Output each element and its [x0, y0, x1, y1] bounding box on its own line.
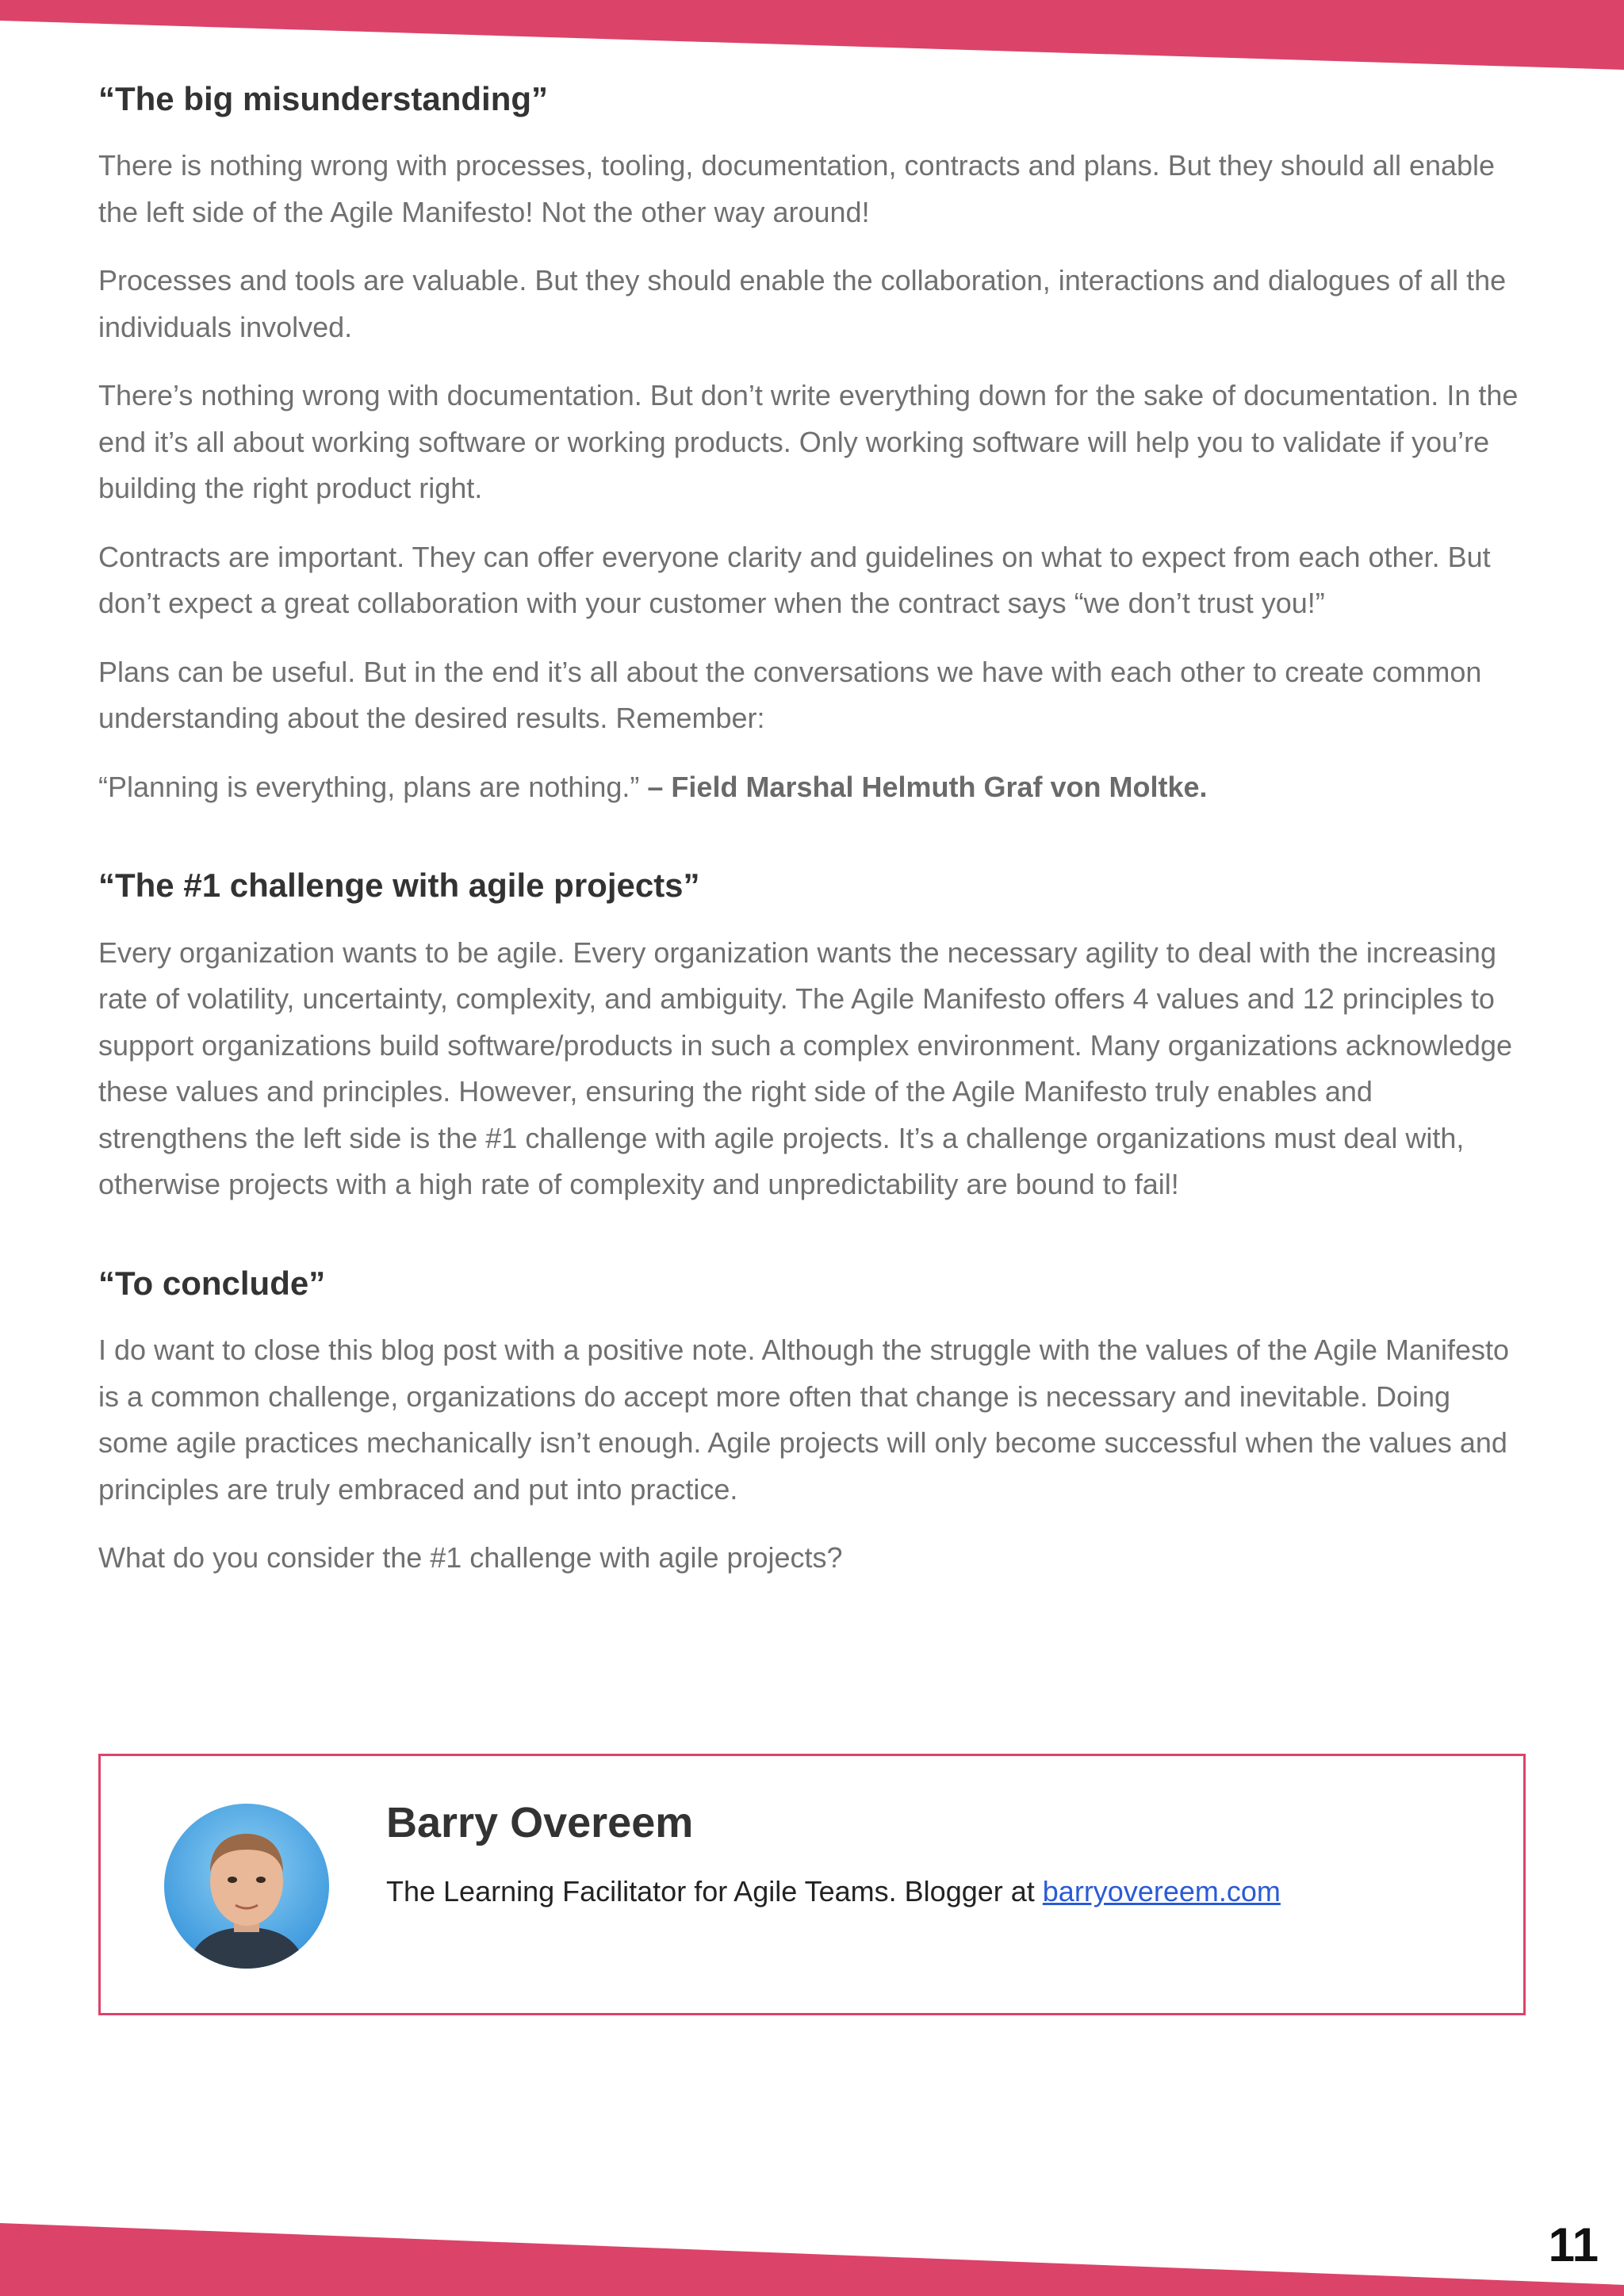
- page-number: 11: [1548, 2218, 1599, 2271]
- paragraph: There is nothing wrong with processes, tooling, documentation, contracts and plans. But they should all enable the left side of the Agile Manifesto! Not the other way around!: [98, 149, 1496, 228]
- section-heading: “The big misunderstanding”: [98, 80, 549, 117]
- author-card: [98, 1754, 1526, 2015]
- author-bio: [386, 1873, 1281, 1911]
- section-to-conclude: [98, 1264, 1526, 1582]
- paragraph: Plans can be useful. But in the end it’s all about the conversations we have with each other to create common understanding about the desired results. Remember:: [98, 655, 1482, 735]
- avatar: [164, 1804, 329, 1969]
- article-body: [98, 79, 1526, 1604]
- section-heading: “To conclude”: [98, 1264, 326, 1302]
- top-accent-band: [0, 0, 1624, 71]
- section-number-one-challenge: [98, 866, 1526, 1207]
- paragraph: What do you consider the #1 challenge with agile projects?: [98, 1541, 843, 1575]
- paragraph: Every organization wants to be agile. Every organization wants the necessary agility to deal with the increasing rate of volatility, uncertainty, complexity, and ambiguity. The Agile Manifesto offers 4 values and 12 principles to support organizations build software/products in such a complex environment. Many organizations acknowledge these values and principles. However, ensuring the right side of the Agile Manifesto truly enables and strengthens the left side is the #1 challenge with agile projects. It’s a challenge organizations must deal with, otherwise projects with a high rate of complexity and unpredictability are bound to fail!: [98, 936, 1512, 1201]
- quote-attribution: – Field Marshal Helmuth Graf von Moltke.: [647, 770, 1208, 803]
- section-heading: “The #1 challenge with agile projects”: [98, 867, 700, 905]
- quote-paragraph: [98, 764, 1526, 811]
- quote-text: “Planning is everything, plans are nothing.”: [98, 770, 648, 803]
- author-portrait-icon: [164, 1804, 329, 1969]
- paragraph: Contracts are important. They can offer everyone clarity and guidelines on what to expect from each other. But don’t expect a great collaboration with your customer when the contract says “we don’t trust you!”: [98, 540, 1491, 620]
- author-name: Barry Overeem: [386, 1799, 694, 1846]
- paragraph: Processes and tools are valuable. But they should enable the collaboration, interactions and dialogues of all the individuals involved.: [98, 264, 1507, 343]
- author-website-link[interactable]: barryovereem.com: [1042, 1875, 1281, 1908]
- paragraph: I do want to close this blog post with a positive note. Although the struggle with the values of the Agile Manifesto is a common challenge, organizations do accept more often that change is necessary and inevitable. Doing some agile practices mechanically isn’t enough. Agile projects will only become successful when the values and principles are truly embraced and put into practice.: [98, 1334, 1510, 1506]
- bottom-accent-band: [0, 2217, 1624, 2296]
- author-bio-text: The Learning Facilitator for Agile Teams. Blogger at: [386, 1875, 1043, 1908]
- paragraph: There’s nothing wrong with documentation. But don’t write everything down for the sake of documentation. In the end it’s all about working software or working products. Only working software will help you to validate if you’re building the right product right.: [98, 379, 1519, 505]
- section-big-misunderstanding: [98, 79, 1526, 810]
